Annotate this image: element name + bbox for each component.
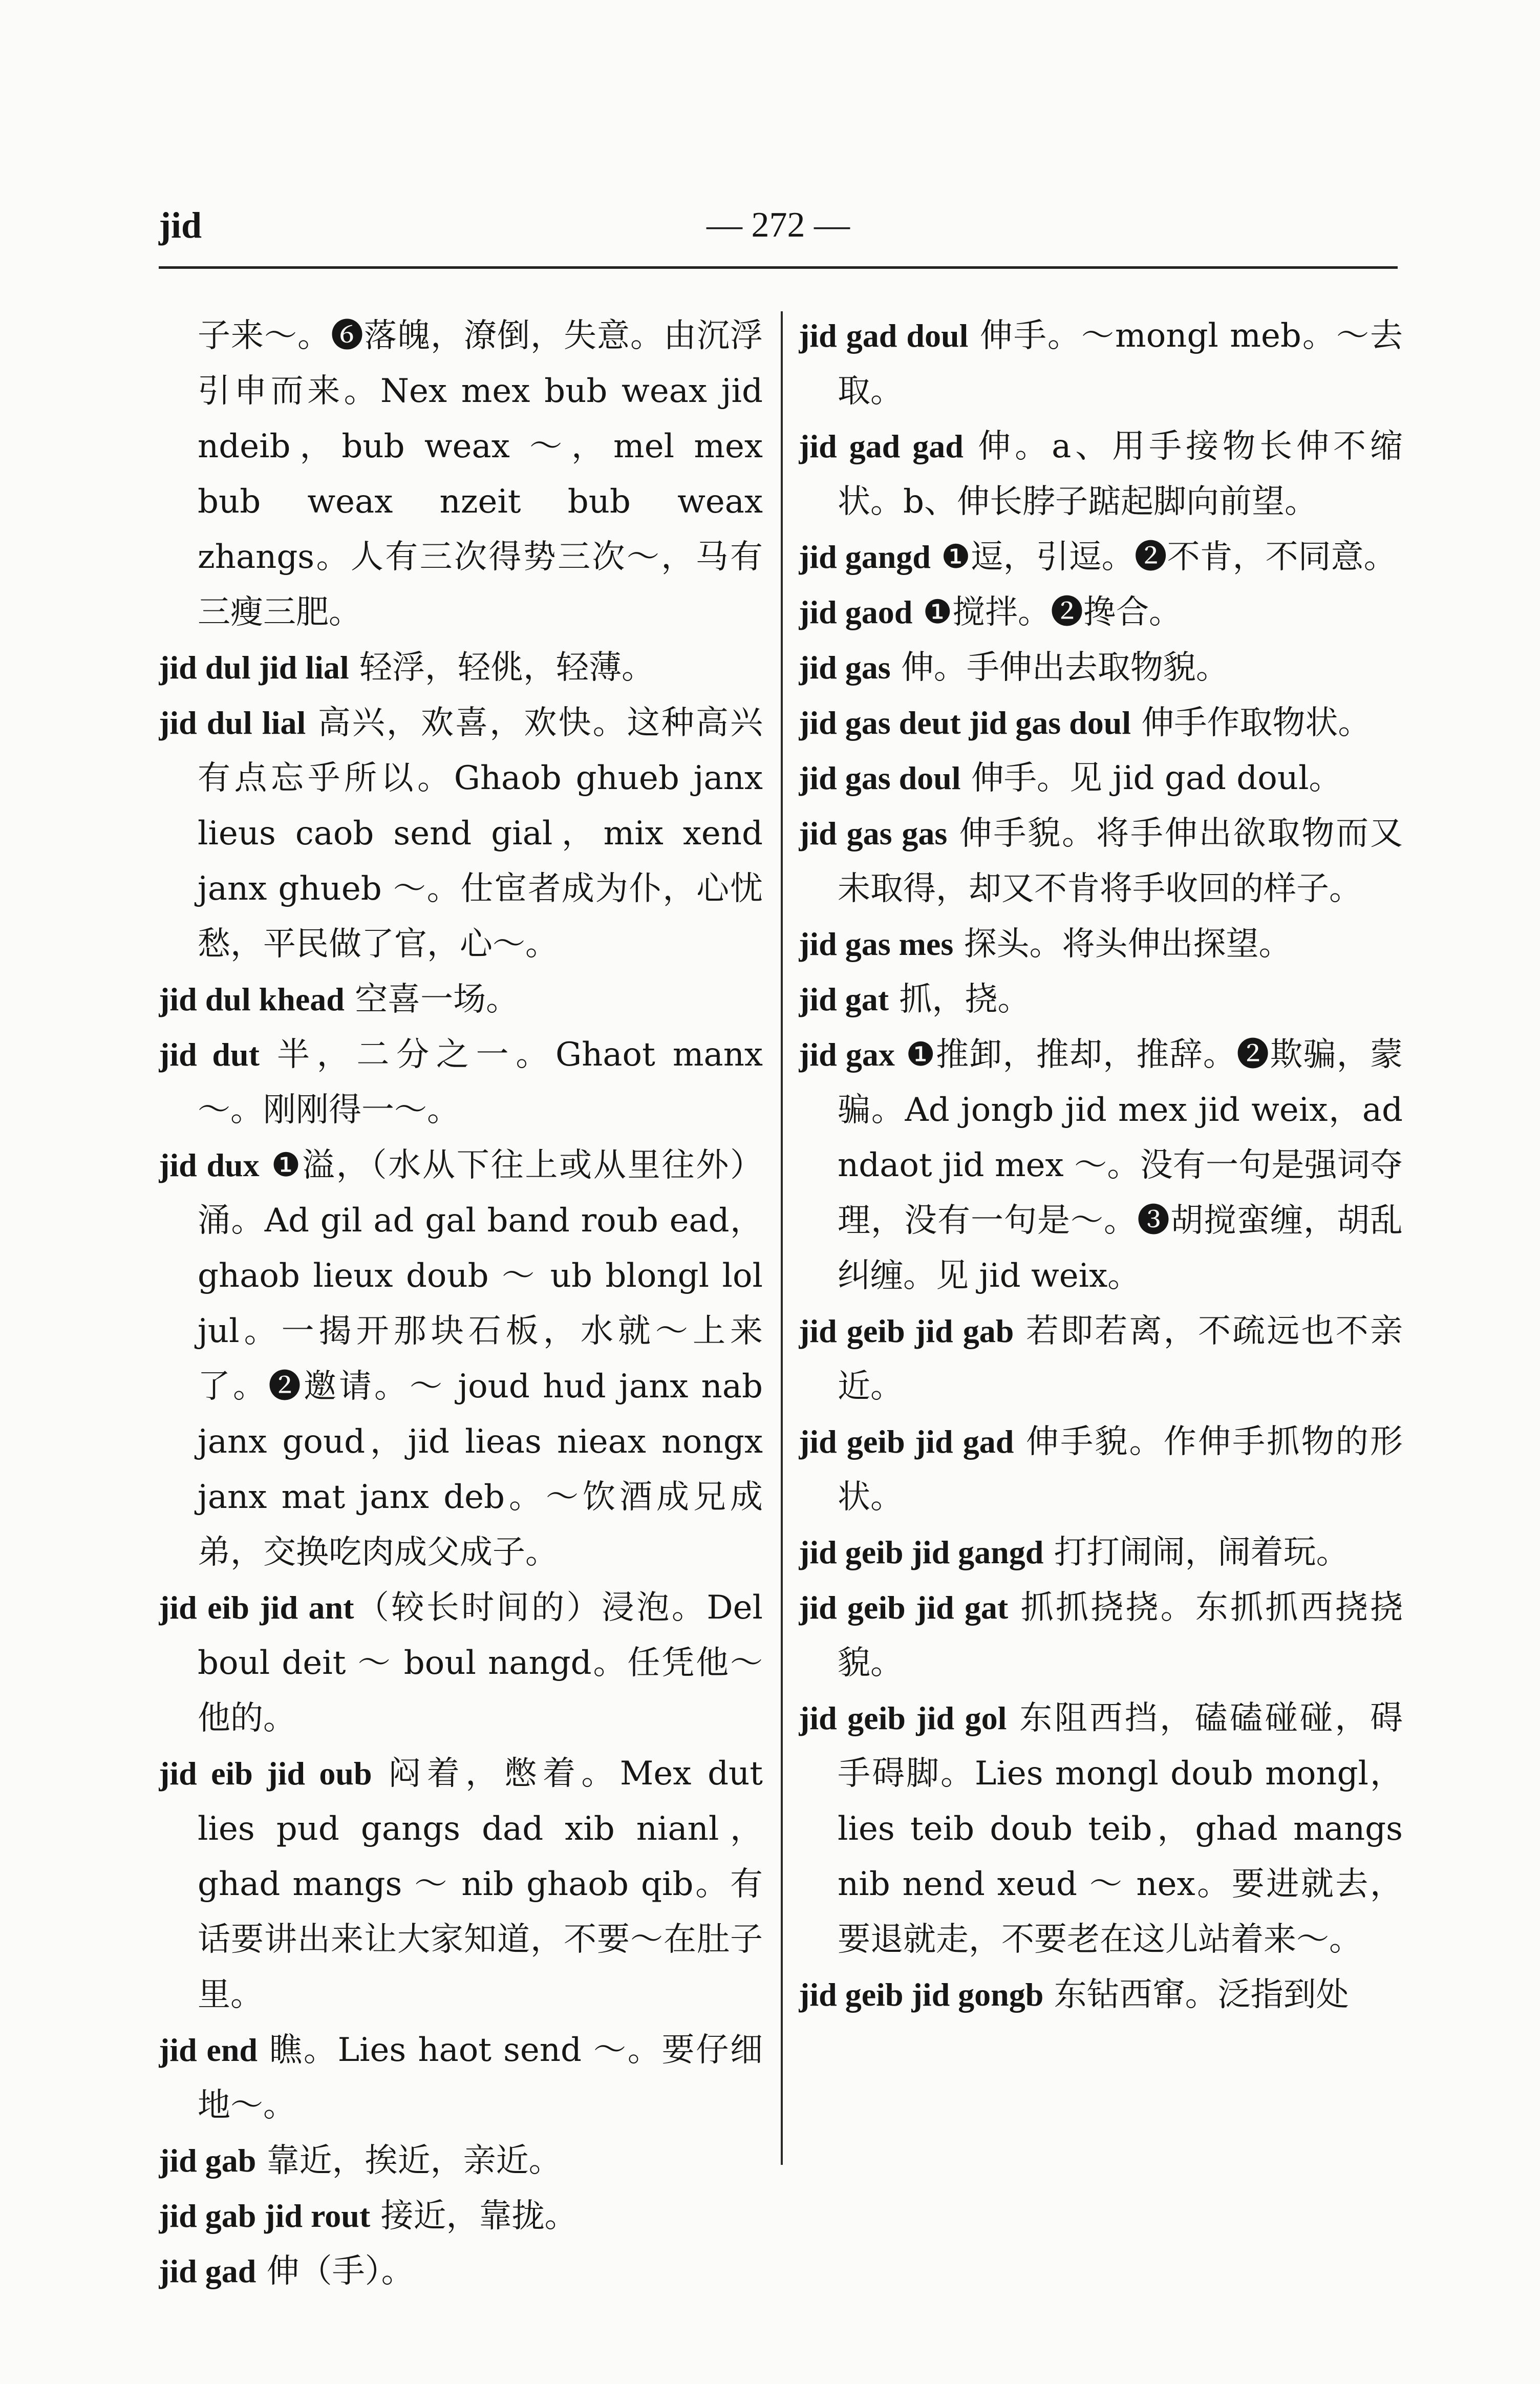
definition: 东阻西挡，磕磕碰碰，碍手碍脚。Lies mongl doub mongl，lies teib doub teib，ghad mangs nib nend xeud ～ nex。要进就去，要退就走，不要老在这儿站着来～。 (838, 1699, 1403, 1959)
dictionary-entry (799, 1691, 1403, 1967)
header-rule (159, 266, 1398, 269)
definition: 空喜一场。 (344, 981, 519, 1018)
left-column (159, 308, 763, 2326)
dictionary-entry (159, 1027, 763, 1138)
dictionary-entry (159, 1138, 763, 1580)
headword: jid geib jid gongb (799, 1976, 1044, 2013)
definition: 靠近，挨近，亲近。 (256, 2142, 562, 2180)
headword: jid gad (159, 2253, 256, 2289)
dictionary-entry (799, 1304, 1403, 1414)
definition: 半，二分之一。Ghaot manx ～。刚刚得一～。 (198, 1036, 763, 1129)
headword: jid gas doul (799, 760, 961, 796)
headword: jid geib jid gol (799, 1700, 1007, 1736)
dictionary-entry (159, 2244, 763, 2299)
headword: jid geib jid gad (799, 1423, 1014, 1460)
definition: 抓，挠。 (889, 981, 1031, 1018)
dictionary-entry (799, 695, 1403, 751)
definition: 伸手作取物状。 (1131, 704, 1371, 742)
dictionary-entry (799, 1580, 1403, 1691)
headword: jid end (159, 2032, 258, 2068)
definition: 伸。a、用手接物长伸不缩状。b、伸长脖子踮起脚向前望。 (838, 428, 1403, 521)
dictionary-entry (799, 1027, 1403, 1304)
definition: 伸。手伸出去取物貌。 (890, 649, 1229, 687)
definition: 高兴，欢喜，欢快。这种高兴有点忘乎所以。Ghaob ghueb janx lieus caob send gial，mix xend janx ghueb ～。仕宦者成为仆，心忧愁，平民做了官，心～。 (198, 704, 763, 963)
headword: jid gas (799, 649, 891, 686)
definition: 轻浮，轻佻，轻薄。 (349, 649, 655, 687)
definition: 伸手貌。作伸手抓物的形状。 (838, 1423, 1403, 1516)
definition: 闷着，憋着。Mex dut lies pud gangs dad xib nianl，ghad mangs ～ nib ghaob qib。有话要讲出来让大家知道，不要～在肚子里。 (198, 1755, 763, 2014)
headword: jid gab (159, 2142, 256, 2179)
headword: jid gad gad (799, 428, 964, 464)
definition: 伸（手）。 (256, 2252, 414, 2290)
headword: jid eib jid oub (159, 1755, 372, 1792)
definition: 打打闹闹，闹着玩。 (1043, 1534, 1349, 1571)
dictionary-entry (799, 917, 1403, 972)
definition: ❶推卸，推却，推辞。❷欺骗，蒙骗。Ad jongb jid mex jid weix，ad ndaot jid mex ～。没有一句是强词夺理，没有一句是～。❸胡搅蛮缠，胡乱纠缠。见 jid weix。 (838, 1036, 1403, 1295)
headword: jid geib jid gat (799, 1589, 1009, 1626)
continued-definition: 子来～。❻落魄，潦倒，失意。由沉浮引申而来。Nex mex bub weax jid ndeib，bub weax ～，mel mex bub weax nzeit bub weax zhangs。人有三次得势三次～，马有三瘦三肥。 (198, 317, 763, 631)
definition: 伸手。见 jid gad doul。 (960, 759, 1342, 797)
running-head: jid (159, 205, 202, 246)
dictionary-entry (799, 308, 1403, 419)
headword: jid gax (799, 1036, 895, 1073)
definition: 伸手貌。将手伸出欲取物而又未取得，却又不肯将手收回的样子。 (838, 815, 1403, 908)
dictionary-entry (159, 1746, 763, 2023)
definition: ❶搅拌。❷搀合。 (912, 593, 1182, 631)
definition: 探头。将头伸出探望。 (953, 925, 1292, 963)
headword: jid gas mes (799, 926, 954, 962)
headword: jid gas deut jid gas doul (799, 705, 1131, 741)
dictionary-entry (799, 585, 1403, 640)
dictionary-entry (159, 972, 763, 1027)
headword: jid dul khead (159, 981, 345, 1017)
definition: 伸手。～mongl meb。～去取。 (838, 317, 1403, 410)
definition: 抓抓挠挠。东抓抓西挠挠貌。 (838, 1589, 1403, 1682)
definition: 若即若离，不疏远也不亲近。 (838, 1312, 1403, 1406)
dictionary-entry (799, 751, 1403, 806)
headword: jid dux (159, 1147, 260, 1183)
headword: jid dul jid lial (159, 649, 349, 686)
definition: 接近，靠拢。 (370, 2197, 578, 2235)
definition: 瞧。Lies haot send ～。要仔细地～。 (198, 2031, 763, 2124)
headword: jid eib jid ant (159, 1589, 354, 1626)
definition: 东钻西窜。泛指到处 (1043, 1976, 1349, 2014)
dictionary-entry (159, 2133, 763, 2188)
dictionary-entry (799, 1525, 1403, 1580)
dictionary-entry (799, 1967, 1403, 2023)
definition: ❶溢，（水从下往上或从里往外）涌。Ad gil ad gal band roub ead，ghaob lieux doub ～ ub blongl lol jul。一揭开那块石板，水就～上来了。❷邀请。～ joud hud janx nab janx goud，jid lieas nieax nongx janx mat janx deb。～饮酒成兄成弟，交换吃肉成父成子。 (198, 1146, 763, 1571)
dictionary-entry (159, 2188, 763, 2244)
dictionary-entry (159, 640, 763, 695)
dictionary-entry (799, 419, 1403, 529)
headword: jid dut (159, 1036, 260, 1073)
headword: jid gas gas (799, 815, 948, 852)
dictionary-entry (799, 529, 1403, 585)
column-divider (781, 311, 783, 2165)
page-number: — 272 — (707, 205, 850, 245)
definition: ❶逗，引逗。❷不肯，不同意。 (930, 538, 1397, 576)
definition: （较长时间的）浸泡。Del boul deit ～ boul nangd。任凭他～他的。 (198, 1589, 763, 1737)
headword: jid gad doul (799, 317, 969, 354)
headword: jid geib jid gangd (799, 1534, 1044, 1570)
dictionary-entry (159, 695, 763, 972)
page-header (159, 202, 1398, 269)
headword: jid geib jid gab (799, 1313, 1014, 1349)
dictionary-entry (799, 1414, 1403, 1525)
dictionary-entry (799, 972, 1403, 1027)
headword: jid gab jid rout (159, 2198, 371, 2234)
dictionary-entry (799, 806, 1403, 917)
dictionary-entry (159, 1580, 763, 1746)
right-column (799, 308, 1403, 2326)
headword: jid dul lial (159, 705, 306, 741)
headword: jid gat (799, 981, 889, 1017)
dictionary-entry (799, 640, 1403, 695)
headword: jid gangd (799, 539, 931, 575)
headword: jid gaod (799, 594, 913, 630)
dictionary-entry (159, 2023, 763, 2133)
